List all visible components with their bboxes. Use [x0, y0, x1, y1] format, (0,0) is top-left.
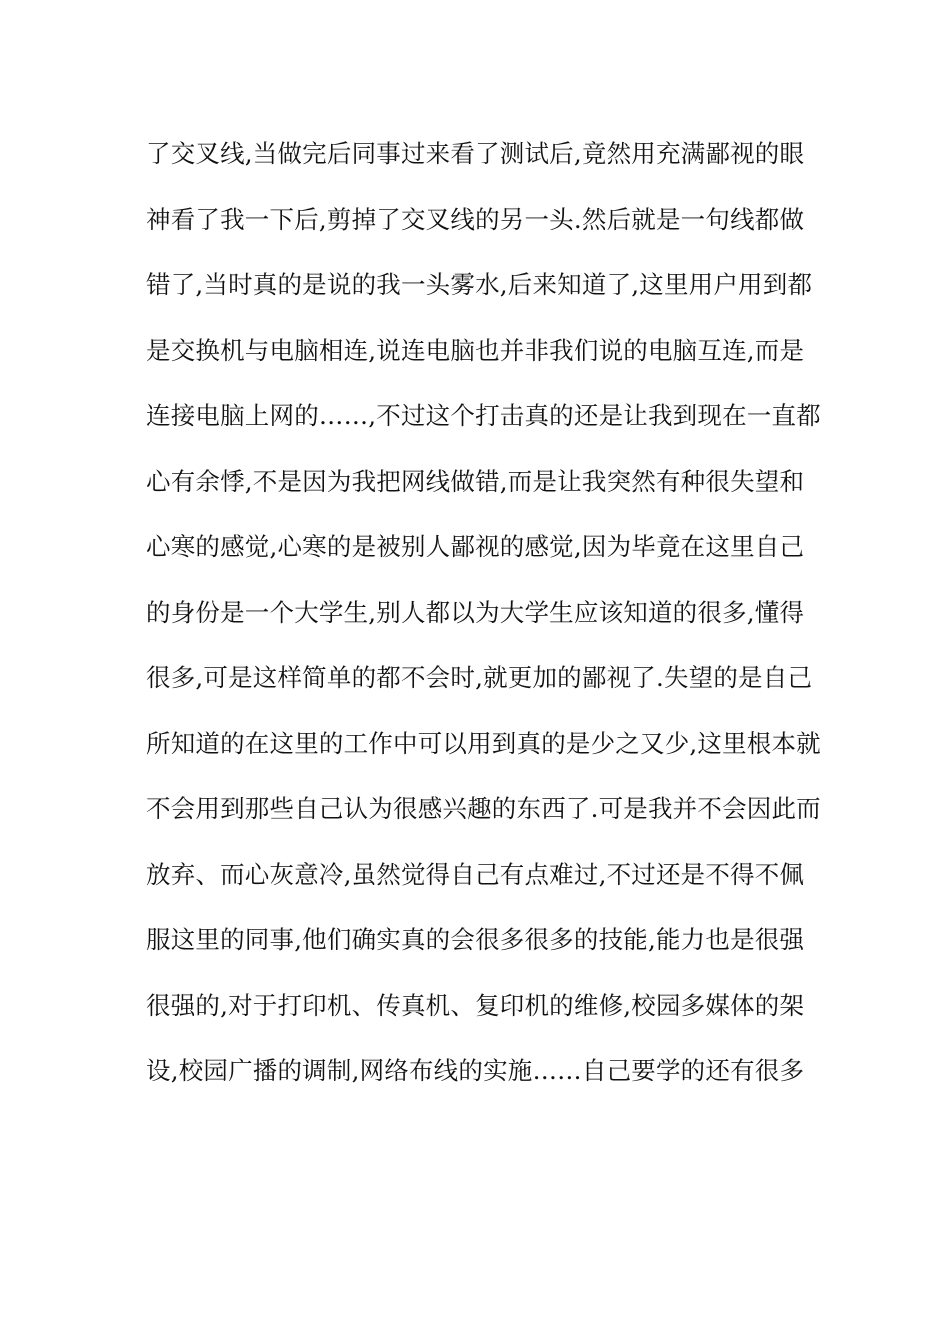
text-line: 不会用到那些自己认为很感兴趣的东西了.可是我并不会因此而 [146, 794, 821, 823]
text-line: 放弃、而心灰意冷,虽然觉得自己有点难过,不过还是不得不佩 [146, 859, 805, 889]
text-line: 很多,可是这样简单的都不会时,就更加的鄙视了.失望的是自己 [146, 663, 813, 692]
text-line: 连接电脑上网的……,不过这个打击真的还是让我到现在一直都 [146, 401, 821, 430]
text-line: 所知道的在这里的工作中可以用到真的是少之又少,这里根本就 [146, 728, 821, 758]
text-line: 很强的,对于打印机、传真机、复印机的维修,校园多媒体的架 [146, 990, 805, 1020]
text-line: 心寒的感觉,心寒的是被别人鄙视的感觉,因为毕竟在这里自己 [146, 532, 805, 561]
text-line: 错了,当时真的是说的我一头雾水,后来知道了,这里用户用到都 [146, 270, 813, 299]
body-text [146, 132, 821, 1115]
text-line: 服这里的同事,他们确实真的会很多很多的技能,能力也是很强 [146, 925, 805, 954]
text-line: 的身份是一个大学生,别人都以为大学生应该知道的很多,懂得 [146, 597, 805, 627]
text-line: 神看了我一下后,剪掉了交叉线的另一头.然后就是一句线都做 [146, 204, 805, 234]
text-line: 设,校园广播的调制,网络布线的实施……自己要学的还有很多 [146, 1056, 805, 1085]
text-line: 了交叉线,当做完后同事过来看了测试后,竟然用充满鄙视的眼 [146, 139, 805, 168]
text-line: 心有余悸,不是因为我把网线做错,而是让我突然有种很失望和 [146, 466, 805, 496]
text-line: 是交换机与电脑相连,说连电脑也并非我们说的电脑互连,而是 [146, 335, 805, 365]
